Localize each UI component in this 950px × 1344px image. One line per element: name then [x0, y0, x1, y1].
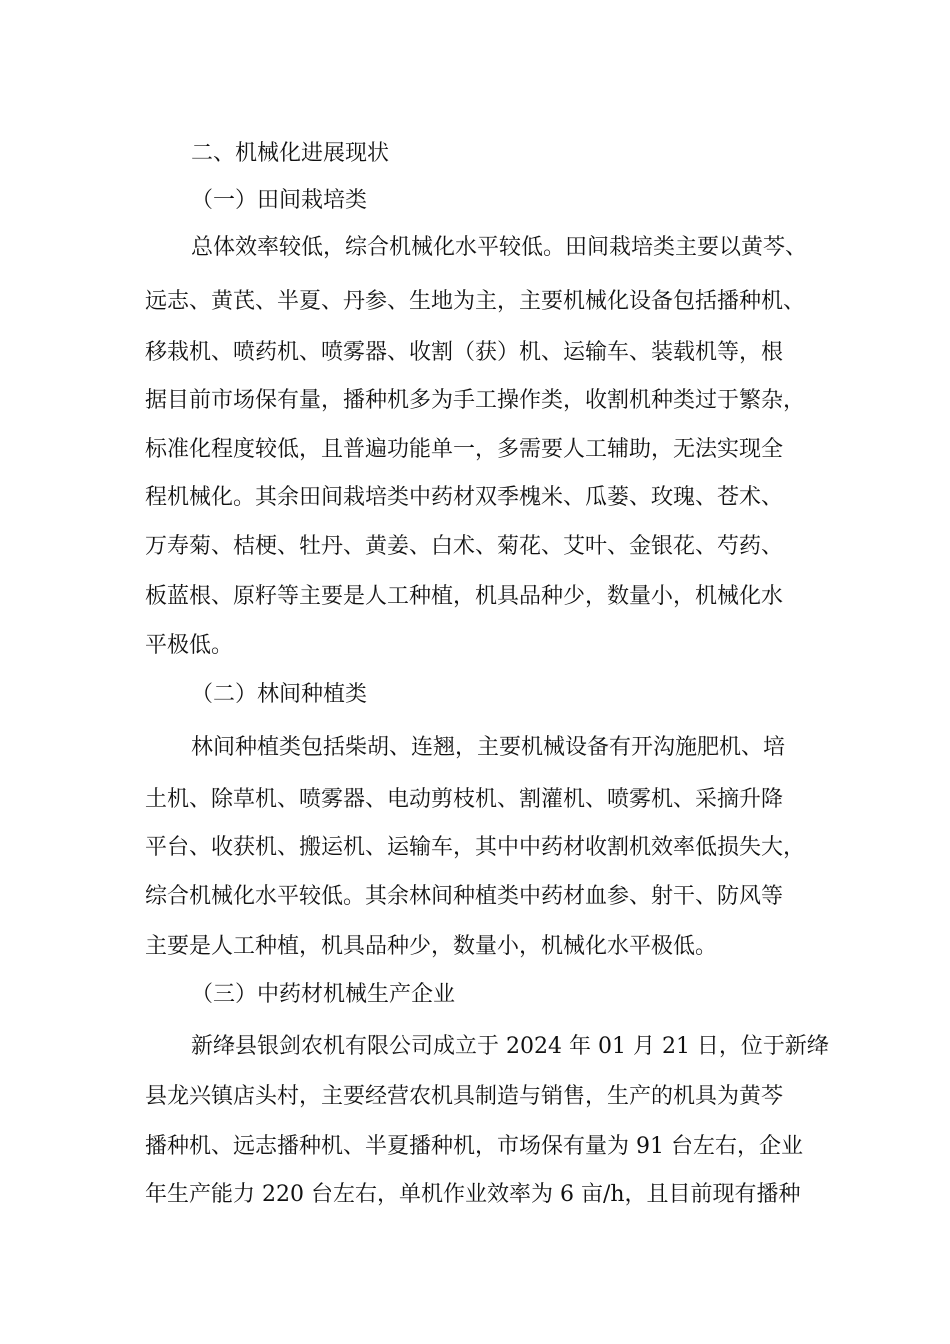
paragraph-line: 板蓝根、原籽等主要是人工种植，机具品种少，数量小，机械化水 [145, 584, 784, 609]
paragraph-line: 年生产能力 220 台左右，单机作业效率为 6 亩/h，且目前现有播种 [145, 1182, 801, 1207]
paragraph-line: 播种机、远志播种机、半夏播种机，市场保有量为 91 台左右，企业 [145, 1134, 803, 1159]
subsection-heading-3: （三）中药材机械生产企业 [191, 982, 456, 1007]
paragraph-line: 林间种植类包括柴胡、连翘，主要机械设备有开沟施肥机、培 [191, 735, 786, 760]
paragraph-line: 总体效率较低，综合机械化水平较低。田间栽培类主要以黄芩、 [191, 235, 808, 260]
paragraph-line: 据目前市场保有量，播种机多为手工操作类，收割机种类过于繁杂， [145, 388, 806, 413]
paragraph-line: 平台、收获机、搬运机、运输车，其中中药材收割机效率低损失大， [145, 835, 806, 860]
paragraph-line: 综合机械化水平较低。其余林间种植类中药材血参、射干、防风等 [145, 884, 784, 909]
paragraph-line: 标准化程度较低，且普遍功能单一，多需要人工辅助，无法实现全 [145, 437, 784, 462]
paragraph-line: 土机、除草机、喷雾器、电动剪枝机、割灌机、喷雾机、采摘升降 [145, 787, 784, 812]
paragraph-line: 平极低。 [145, 633, 234, 658]
section-heading: 二、机械化进展现状 [191, 141, 390, 166]
paragraph-line: 移栽机、喷药机、喷雾器、收割（获）机、运输车、装载机等，根 [145, 340, 784, 365]
paragraph-line: 万寿菊、桔梗、牡丹、黄姜、白术、菊花、艾叶、金银花、芍药、 [145, 534, 784, 559]
subsection-heading-1: （一）田间栽培类 [191, 188, 368, 213]
paragraph-line: 程机械化。其余田间栽培类中药材双季槐米、瓜蒌、玫瑰、苍术、 [145, 485, 784, 510]
paragraph-line: 主要是人工种植，机具品种少，数量小，机械化水平极低。 [145, 934, 718, 959]
subsection-heading-2: （二）林间种植类 [191, 682, 368, 707]
paragraph-line: 新绛县银剑农机有限公司成立于 2024 年 01 月 21 日，位于新绛 [191, 1034, 829, 1059]
paragraph-line: 县龙兴镇店头村，主要经营农机具制造与销售，生产的机具为黄芩 [145, 1084, 784, 1109]
paragraph-line: 远志、黄芪、半夏、丹参、生地为主，主要机械化设备包括播种机、 [145, 289, 806, 314]
